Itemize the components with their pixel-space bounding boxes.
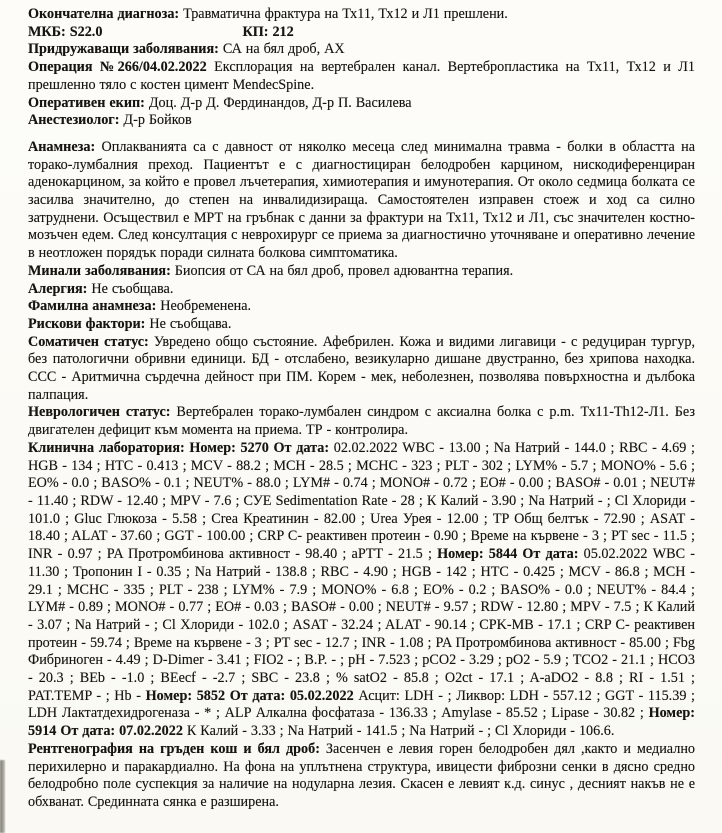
lab-block-3-header: Номер: 5852 От дата: 05.02.2022 (145, 687, 354, 704)
document-body (28, 6, 695, 812)
operation-label: Операция №266/04.02.2022 (28, 59, 207, 76)
chest-xray (28, 741, 695, 812)
comorbidities-text: СА на бял дроб, АХ (218, 41, 345, 58)
chest-xray-text: Засенчен е левия горен белодробен дял ,както и медиално перихилерно и паракардиално. На фона на уплътнена структура, ивицести фиброзни сенки в дясно средно белодробно поле суспекция за наличие на нодуларна лезия. Скасен е левият к.д. синус , десният накъв не е обхванат. Срединната сянка е разширена. (28, 740, 695, 810)
clinical-laboratory-text: К Калий - 3.33 ; Na Натрий - 141.5 ; Na Натрий - ; Cl Хлориди - 106.6. (182, 723, 615, 740)
anamnesis (28, 139, 695, 263)
clinical-laboratory-text: 05.02.2022 WBC - 11.30 ; Тропонин I - 0.35 ; Na Натрий - 138.8 ; RBC - 4.90 ; HGB - 142 ; HTC - 0.425 ; MCV - 86.8 ; MCH - 29.1 ; MCHC - 335 ; PLT - 238 ; LYM% - 7.9 ; MONO% - 6.8 ; EO% - 0.2 ; BASO% - 0.0 ; NEUT% - 84.4 ; LYM# - 0.89 ; MONO# - 0.77 ; EO# - 0.03 ; BASO# - 0.00 ; NEUT# - 9.57 ; RDW - 12.80 ; MPV - 7.5 ; К Калий - 3.07 ; Na Натрий - ; Cl Хлориди - 102.0 ; ASAT - 32.24 ; ALAT - 90.14 ; CPK-MB - 17.1 ; CRP C- реактивен протеин - 59.74 ; Време на кървене - 3 ; PT sec - 12.7 ; INR - 1.08 ; PA Протромбинова активност - 85.00 ; Fbg Фибриноген - 4.49 ; D-Dimer - 3.41 ; FIO2 - ; B.P. - ; pH - 7.523 ; pCO2 - 3.29 ; pO2 - 5.9 ; TCO2 - 21.1 ; HCO3 - 20.3 ; BEb - -1.0 ; BEecf - -2.7 ; SBC - 23.8 ; % satO2 - 85.8 ; O2ct - 17.1 ; A-aDO2 - 8.8 ; RI - 1.51 ; PAT.TEMP - ; Hb - (28, 546, 695, 704)
family-history (28, 298, 695, 316)
neurological-status (28, 404, 695, 439)
past-diseases (28, 263, 695, 281)
surgical-team-text: Доц. Д-р Д. Фердинандов, Д-р П. Василева (144, 94, 412, 111)
family-history-text: Необременена. (156, 298, 252, 315)
icd-code: МКБ: S22.0 (28, 23, 103, 40)
lab-block-1-header: Клинична лаборатория: Номер: 5270 От дата: (28, 439, 330, 456)
comorbidities-label: Придружаващи заболявания: (28, 41, 219, 58)
allergies-text: Не съобщава. (87, 280, 174, 297)
clinical-laboratory-text: 02.02.2022 WBC - 13.00 ; Na Натрий - 144.0 ; RBC - 4.69 ; HGB - 134 ; HTC - 0.413 ; MCV - 88.2 ; MCH - 28.5 ; MCHC - 323 ; PLT - 302 ; LYM% - 5.7 ; MONO% - 5.6 ; EO% - 0.0 ; BASO% - 0.1 ; NEUT% - 88.0 ; LYM# - 0.74 ; MONO# - 0.72 ; EO# - 0.00 ; BASO# - 0.01 ; NEUT# - 11.40 ; RDW - 12.40 ; MPV - 7.6 ; СУЕ Sedimentation Rate - 28 ; К Калий - 3.90 ; Na Натрий - ; Cl Хлориди - 101.0 ; Gluc Глюкоза - 5.58 ; Crea Креатинин - 82.00 ; Urea Урея - 12.00 ; TP Общ белтък - 72.90 ; ASAT - 18.40 ; ALAT - 37.60 ; GGT - 100.00 ; CRP C- реактивен протеин - 0.90 ; Време на кървене - 3 ; PT sec - 11.5 ; INR - 0.97 ; PA Протромбинова активност - 98.40 ; aPTT - 21.5 ; (28, 439, 695, 563)
lab-block-4-header: Номер: 5914 От дата: 07.02.2022 (28, 705, 695, 740)
final-diagnosis-label: Окончателна диагноза: (28, 6, 180, 22)
allergies (28, 281, 695, 299)
neurological-status-text: Вертебрален торако-лумбален синдром с аксиална болка с p.m. Тх11-Th12-Л1. Без двигателен дефицит към момента на приема. ТР - контролира. (28, 404, 696, 439)
risk-factors-label: Рискови фактори: (28, 315, 146, 332)
operation (28, 59, 695, 94)
clinical-laboratory-text: Асцит: LDH - ; Ликвор: LDH - 557.12 ; GGT - 115.39 ; LDH Лактатдехидрогеназа - * ; ALP Алкална фосфатаза - 136.33 ; Amylase - 85.52 ; Lipase - 30.82 ; (28, 687, 695, 722)
neurological-status-label: Неврологичен статус: (28, 404, 171, 421)
anesthesiologist (28, 112, 695, 130)
anamnesis-label: Анамнеза: (28, 138, 96, 155)
anamnesis-text: Оплакванията са с давност от няколко месеца след минимална травма - болки в областта на торако-лумбалния преход. Пациентът е с диагностициран белодробен карцином, нискодиференциран аденокарцином, за който е провел лъчетерапия, химиотерапия и имунотерапия. От около седмица болката се засилва значително, до степен на инвалидизираща. Самостоятелен изправен стоеж и ход са силно затруднени. Осъществил е МРТ на гръбнак с данни за фрактури на Тх11, Тх12 и Л1, със значителен костно-мозъчен едем. След консултация с неврохирург се приема за диагностично уточняване и оперативно лечение в неотложен порядък поради силната болкова симптоматика. (28, 138, 695, 262)
somatic-status-label: Соматичен статус: (28, 333, 149, 350)
operation-text: Експлорация на вертебрален канал. Вертебропластика на Тх11, Тх12 и Л1 прешленно тяло с костен цимент MendecSpine. (28, 59, 695, 93)
icd-kp-codes (28, 24, 695, 42)
somatic-status-text: Увредено общо състояние. Афебрилен. Кожа и видими лигавици - с редуциран тургур, без патологични обривни единици. БД - отслабено, везикуларно дишане двустранно, без хрипова находка. ССС - Аритмична сърдечна дейност при ПМ. Корем - мек, неболезнен, позволява повърхностна и дълбока палпация. (28, 333, 695, 403)
final-diagnosis-text: Травматична фрактура на Тх11, Тх12 и Л1 прешлени. (179, 6, 508, 22)
final-diagnosis (28, 6, 695, 24)
lab-block-2-header: Номер: 5844 От дата: (437, 546, 579, 563)
kp-code: КП: 212 (242, 23, 294, 40)
anesthesiologist-text: Д-р Бойков (119, 112, 192, 129)
clinical-laboratory (28, 440, 695, 741)
surgical-team (28, 95, 695, 113)
past-diseases-text: Биопсия от СА на бял дроб, провел адювантна терапия. (170, 262, 514, 279)
somatic-status (28, 334, 695, 405)
risk-factors-text: Не съобщава. (145, 315, 232, 332)
past-diseases-label: Минали заболявания: (28, 262, 171, 279)
comorbidities (28, 41, 695, 59)
scan-edge-artifact (0, 760, 5, 833)
risk-factors (28, 316, 695, 334)
allergies-label: Алергия: (28, 280, 88, 297)
chest-xray-label: Рентгенография на гръден кош и бял дроб: (28, 740, 320, 757)
family-history-label: Фамилна анамнеза: (28, 298, 157, 315)
anesthesiologist-label: Анестезиолог: (28, 112, 120, 129)
surgical-team-label: Оперативен екип: (28, 94, 145, 111)
